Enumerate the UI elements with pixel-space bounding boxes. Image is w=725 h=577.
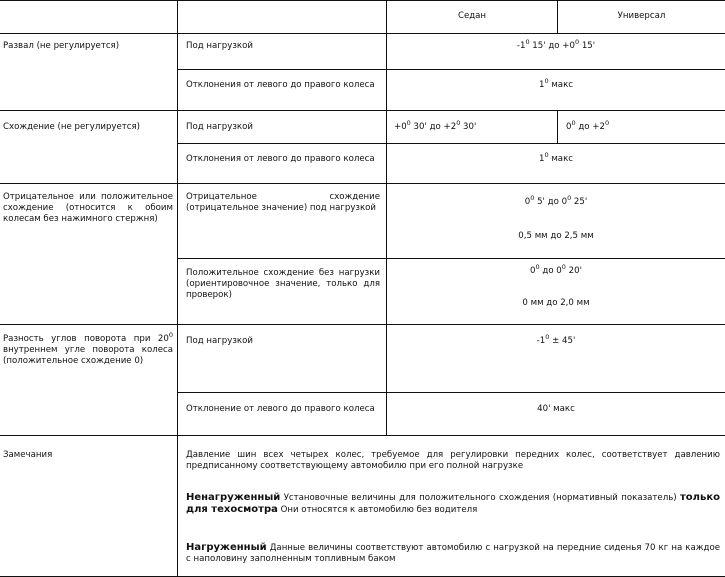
notes-label: Замечания <box>3 450 53 460</box>
turn-deviation-label: Отклонение от левого до правого колеса <box>186 404 375 414</box>
toe-positive-angle: $0^0$ до $0^0$ 20' <box>530 263 582 276</box>
camber-label: Развал (не регулируется) <box>3 41 120 51</box>
turn-deviation-value: 40' макс <box>537 404 575 414</box>
column-divider <box>557 110 558 144</box>
camber-deviation-value: $1^0$ макс <box>538 77 573 90</box>
toe-label: Схождение (не регулируется) <box>3 122 141 132</box>
turn-loaded-label: Под нагрузкой <box>186 336 253 346</box>
toe-loaded-label: Под нагрузкой <box>186 122 253 132</box>
sub-row-divider <box>177 143 725 144</box>
toe-spec-label: Отрицательное или положительное схождение (относится к обоим колесам без нажимного стержня) <box>3 192 173 224</box>
toe-deviation-value: $1^0$ макс <box>538 151 573 164</box>
sub-row-divider <box>177 69 725 70</box>
camber-loaded-label: Под нагрузкой <box>186 41 253 51</box>
turn-angle-label: Разность углов поворота при $20^0$ внутреннем угле поворота колеса (положительное схождение 0) <box>3 331 173 366</box>
sub-row-divider <box>177 392 725 393</box>
toe-negative-label: Отрицательное схождение (отрицательное значение) под нагрузкой <box>186 192 380 213</box>
sub-row-divider <box>177 258 725 259</box>
column-divider <box>386 0 387 436</box>
notes-unloaded: Ненагруженный Установочные величины для положительного схождения (нормативный показатель) только для техосмотра Они относятся к автомобилю без водителя <box>186 492 720 515</box>
notes-tire-pressure: Давление шин всех четырех колес, требуемое для регулировки передних колес, соответствует давлению предписанному соответствующему автомобилю при его полной нагрузке <box>186 450 720 471</box>
header-wagon: Универсал <box>617 11 666 21</box>
toe-wagon-value: $0^0$ до $+2^0$ <box>566 119 610 132</box>
row-divider <box>0 110 725 111</box>
table-border-top <box>0 0 725 1</box>
toe-negative-mm: 0,5 мм до 2,5 мм <box>518 231 594 241</box>
row-divider <box>0 324 725 325</box>
row-divider <box>0 183 725 184</box>
turn-loaded-value: $-1^0 \pm 45'$ <box>536 333 576 346</box>
camber-loaded-value: $-1^0$ 15' до $+0^0$ 15' <box>516 38 596 51</box>
row-divider <box>0 33 725 34</box>
camber-deviation-label: Отклонения от левого до правого колеса <box>186 80 375 90</box>
toe-negative-angle: $0^0$ 5' до $0^0$ 25' <box>524 194 588 207</box>
toe-sedan-value: $+0^0$ 30' до $+2^0$ 30' <box>394 119 477 132</box>
column-divider <box>177 0 178 577</box>
notes-loaded: Нагруженный Данные величины соответствуют автомобилю с нагрузкой на передние сиденья 70 кг на каждое с наполовину заполненным топливным баком <box>186 542 720 564</box>
toe-positive-label: Положительное схождение без нагрузки (ориентировочное значение, только для проверок) <box>186 268 380 300</box>
toe-positive-mm: 0 мм до 2,0 мм <box>522 298 590 308</box>
header-sedan: Седан <box>457 11 487 21</box>
row-divider <box>0 435 725 436</box>
toe-deviation-label: Отклонения от левого до правого колеса <box>186 154 375 164</box>
